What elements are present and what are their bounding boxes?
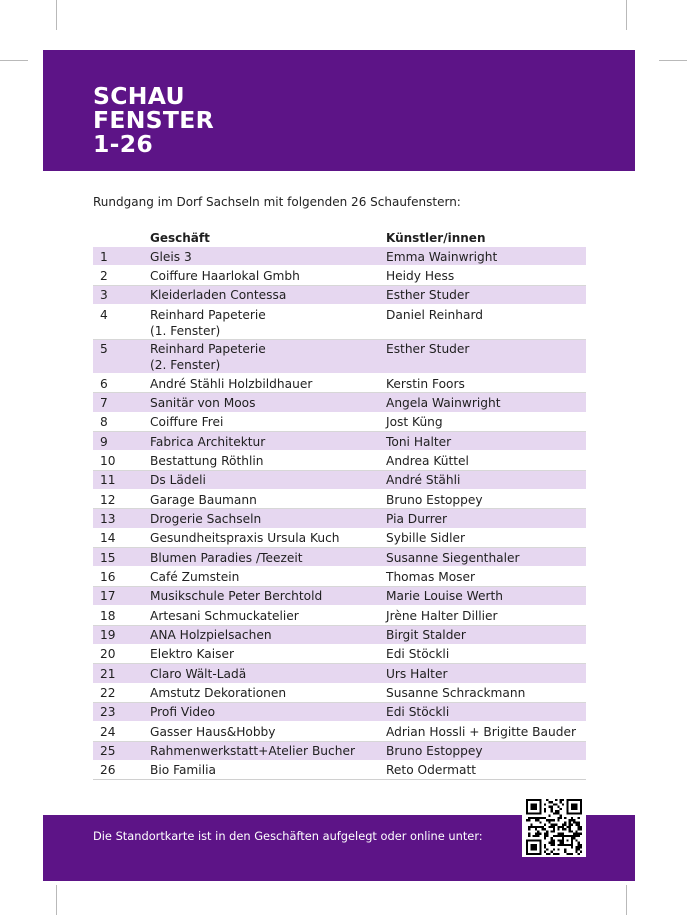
row-artist: Kerstin Foors (386, 376, 465, 391)
table-row (93, 626, 586, 645)
row-shop (150, 307, 386, 339)
row-shop (150, 762, 386, 778)
row-shop (150, 395, 386, 411)
row-shop (150, 492, 386, 508)
table-body (93, 247, 586, 780)
row-number: 17 (100, 589, 116, 604)
row-shop (150, 724, 386, 740)
page-title (93, 84, 214, 156)
table-row (93, 471, 586, 490)
row-shop (150, 666, 386, 682)
shop-name: Musikschule Peter Berchtold (150, 589, 323, 604)
title-line: FENSTER (93, 106, 214, 134)
row-artist: Susanne Schrackmann (386, 686, 526, 701)
shop-name: Blumen Paradies /Teezeit (150, 550, 303, 565)
row-artist: Toni Halter (386, 434, 452, 449)
table-row (93, 567, 586, 586)
shop-name: Ds Lädeli (150, 473, 206, 488)
intro-text: Rundgang im Dorf Sachseln mit folgenden 26 Schaufenstern: (93, 195, 461, 209)
shop-name: Café Zumstein (150, 569, 240, 584)
table-row (93, 374, 586, 393)
crop-mark (626, 885, 627, 915)
crop-mark (56, 885, 57, 915)
table-row (93, 587, 586, 606)
row-shop (150, 550, 386, 566)
shop-name: Garage Baumann (150, 492, 257, 507)
row-shop (150, 588, 386, 604)
row-artist: Jrène Halter Dillier (386, 608, 498, 623)
shop-name: Gasser Haus&Hobby (150, 724, 276, 739)
row-artist: Daniel Reinhard (386, 307, 483, 322)
row-shop (150, 341, 386, 373)
crop-mark (626, 0, 627, 30)
table-row (93, 761, 586, 780)
shop-name: Gesundheitspraxis Ursula Kuch (150, 531, 340, 546)
row-shop (150, 511, 386, 527)
table-row (93, 529, 586, 548)
row-artist: Urs Halter (386, 666, 448, 681)
table-row (93, 286, 586, 305)
crop-mark (0, 60, 28, 61)
row-number: 7 (100, 395, 108, 410)
row-artist: Heidy Hess (386, 268, 455, 283)
shop-name: Elektro Kaiser (150, 647, 234, 662)
shop-name: Drogerie Sachseln (150, 511, 262, 526)
row-shop (150, 376, 386, 392)
row-shop (150, 627, 386, 643)
crop-mark (56, 0, 57, 30)
row-number: 1 (100, 249, 108, 264)
row-shop (150, 472, 386, 488)
row-number: 3 (100, 288, 108, 303)
row-number: 16 (100, 569, 116, 584)
header-artist: Künstler/innen (386, 230, 486, 245)
table-row (93, 548, 586, 567)
row-artist: Esther Studer (386, 288, 470, 303)
shop-note: (1. Fenster) (150, 323, 221, 338)
row-shop (150, 453, 386, 469)
row-artist: Edi Stöckli (386, 647, 450, 662)
row-shop (150, 530, 386, 546)
row-number: 12 (100, 492, 116, 507)
title-line: SCHAU (93, 82, 185, 110)
row-artist: Thomas Moser (386, 569, 476, 584)
row-artist: Bruno Estoppey (386, 492, 483, 507)
row-artist: Birgit Stalder (386, 628, 466, 642)
header-shop: Geschäft (150, 230, 210, 245)
row-number: 15 (100, 550, 116, 565)
row-number: 23 (100, 705, 116, 720)
shop-name: Bio Familia (150, 763, 216, 778)
row-artist: Emma Wainwright (386, 249, 498, 264)
row-shop (150, 569, 386, 585)
row-artist: Jost Küng (386, 415, 443, 430)
table-row (93, 645, 586, 664)
row-shop (150, 646, 386, 662)
row-shop (150, 249, 386, 265)
table-row (93, 266, 586, 285)
row-number: 11 (100, 473, 116, 488)
row-artist: Susanne Siegenthaler (386, 550, 520, 565)
row-artist: André Stähli (386, 473, 461, 488)
shop-name: Coiffure Frei (150, 415, 224, 430)
row-number: 8 (100, 415, 108, 430)
shop-name: Profi Video (150, 705, 216, 720)
row-number: 19 (100, 628, 116, 642)
row-number: 14 (100, 531, 116, 546)
row-number: 20 (100, 647, 116, 662)
table-row (93, 722, 586, 741)
row-shop (150, 608, 386, 624)
row-number: 18 (100, 608, 116, 623)
row-number: 26 (100, 763, 116, 778)
shop-name: Fabrica Architektur (150, 434, 266, 449)
row-artist: Angela Wainwright (386, 395, 501, 410)
table-row (93, 742, 586, 761)
shop-name: Amstutz Dekorationen (150, 686, 287, 701)
table-row (93, 305, 586, 340)
table-row (93, 509, 586, 528)
row-artist: Andrea Küttel (386, 453, 469, 468)
shop-name: ANA Holzpielsachen (150, 628, 272, 642)
row-number: 22 (100, 686, 116, 701)
row-number: 9 (100, 434, 108, 449)
table-header (93, 228, 586, 247)
shop-note: (2. Fenster) (150, 358, 221, 373)
row-number: 6 (100, 376, 108, 391)
table-row (93, 432, 586, 451)
table-row (93, 247, 586, 266)
row-number: 24 (100, 724, 116, 739)
row-shop (150, 414, 386, 430)
table-row (93, 606, 586, 625)
header-band (43, 50, 635, 171)
footer-text: Die Standortkarte ist in den Geschäften aufgelegt oder online unter: (93, 829, 483, 843)
row-number: 21 (100, 666, 116, 681)
row-shop (150, 434, 386, 450)
row-artist: Marie Louise Werth (386, 589, 503, 604)
row-shop (150, 268, 386, 284)
row-artist: Adrian Hossli + Brigitte Bauder (386, 724, 576, 739)
shop-name: Rahmenwerkstatt+Atelier Bucher (150, 744, 355, 759)
table-row (93, 393, 586, 412)
table-row (93, 451, 586, 470)
row-number: 2 (100, 268, 108, 283)
qr-code-icon[interactable] (522, 797, 586, 857)
row-shop (150, 743, 386, 759)
row-number: 4 (100, 307, 108, 322)
row-artist: Reto Odermatt (386, 763, 477, 778)
title-line: 1-26 (93, 130, 154, 158)
shop-name: Kleiderladen Contessa (150, 288, 287, 303)
table-row (93, 490, 586, 509)
table-row (93, 413, 586, 432)
row-number: 10 (100, 453, 116, 468)
row-shop (150, 685, 386, 701)
table-row (93, 340, 586, 375)
shop-name: Coiffure Haarlokal Gmbh (150, 268, 300, 283)
row-shop (150, 287, 386, 303)
row-number: 5 (100, 342, 108, 357)
shop-name: Sanitär von Moos (150, 395, 256, 410)
row-artist: Pia Durrer (386, 511, 447, 526)
row-number: 13 (100, 511, 116, 526)
shop-name: Claro Wält-Ladä (150, 666, 247, 681)
shop-table (93, 228, 586, 780)
table-row (93, 664, 586, 683)
shop-name: Bestattung Röthlin (150, 453, 264, 468)
row-number: 25 (100, 744, 116, 759)
row-artist: Sybille Sidler (386, 531, 465, 546)
shop-name: Artesani Schmuckatelier (150, 608, 299, 623)
shop-name: Reinhard Papeterie (150, 307, 266, 322)
row-artist: Edi Stöckli (386, 705, 450, 720)
shop-name: André Stähli Holzbildhauer (150, 376, 313, 391)
row-artist: Esther Studer (386, 342, 470, 357)
row-artist: Bruno Estoppey (386, 744, 483, 759)
crop-mark (659, 60, 687, 61)
table-row (93, 703, 586, 722)
shop-name: Reinhard Papeterie (150, 342, 266, 357)
row-shop (150, 704, 386, 720)
shop-name: Gleis 3 (150, 249, 192, 264)
table-row (93, 684, 586, 703)
